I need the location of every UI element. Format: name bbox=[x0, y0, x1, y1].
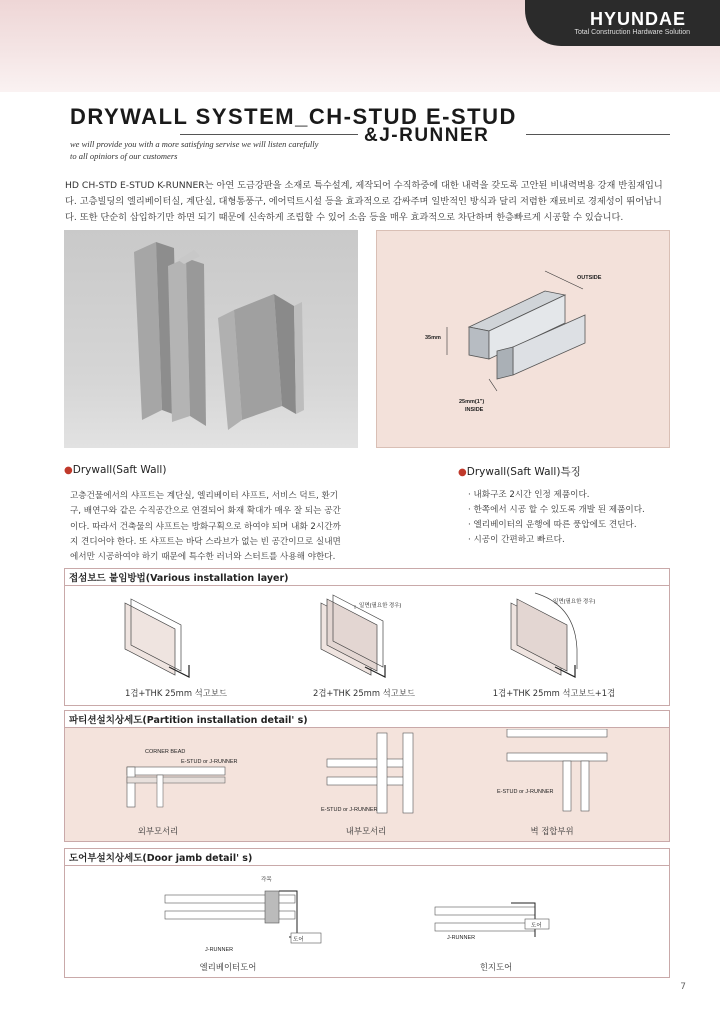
estud-label-3: E-STUD or J-RUNNER bbox=[497, 789, 554, 795]
door-label-1: 도어 bbox=[293, 937, 304, 943]
page-title-line1: DRYWALL SYSTEM_CH-STUD E-STUD bbox=[70, 104, 517, 129]
estud-label-1: E-STUD or J-RUNNER bbox=[181, 759, 238, 765]
layer-diagrams bbox=[65, 589, 669, 689]
intro-paragraph: HD CH-STD E-STUD K-RUNNER는 아연 도금강판을 소재로 특수설계, 제작되어 수직하중에 대한 내력을 갖도록 고안된 비내력벽용 강재 반침재입니다. 고층빌딩의 엘리베이터실, 계단실, 대형통풍구, 에어덕트시설 등을 효과적으로 감싸주며 일반적인 방식과 달리 저렴한 재료비로 경제성이 뛰어납니다. 또한 단순히 삽입하기만 하면 되기 때문에 신속하게 조립할 수 있어 소음 등을 매우 효과적으로 차단하며 한층빠르게 시공할 수 있습니다. bbox=[65, 180, 663, 223]
layer-note-3: 일면(필요한 경우) bbox=[553, 599, 596, 605]
panel-title: 파티션설치상세도(Partition installation detail' s) bbox=[69, 715, 308, 726]
panel-door-jamb bbox=[64, 848, 670, 978]
panel-header bbox=[65, 849, 669, 866]
layer-diagram-1 bbox=[125, 599, 189, 677]
tagline bbox=[70, 138, 370, 162]
layer-note-2: 일면(필요한 경우) bbox=[359, 603, 402, 609]
door-diagrams bbox=[65, 867, 669, 963]
partition-caption: 내부모서리 bbox=[345, 826, 387, 836]
jrunner-label-1: J-RUNNER bbox=[205, 947, 234, 953]
section-left-text: 고층건물에서의 샤프트는 계단실, 엘리베이터 샤프트, 서비스 덕트, 환기구, 배연구와 같은 수직공간으로 연결되어 화재 확대가 매우 잘 되는 공간이다. 따라서 건축물의 샤프트는 방화구획으로 하여야 되며 내화 2시간까지 견디어야 한다. 또 샤프트는 바닥 스라브가 없는 빈 공간이므로 실내면에서만 시공하여야 하기 때문에 특수한 러너와 스터트를 사용해 야한다. bbox=[70, 491, 341, 563]
panel-title: 도어부설치상세도(Door jamb detail' s) bbox=[69, 853, 253, 864]
outside-label: OUTSIDE bbox=[577, 275, 602, 281]
stud-photo-illustration bbox=[64, 230, 358, 448]
partition-caption: 외부모서리 bbox=[137, 826, 179, 836]
feature-item: · 내화구조 2시간 인정 제품이다. bbox=[468, 490, 590, 500]
panel-partition-detail bbox=[64, 710, 670, 842]
feature-item: · 시공이 간편하고 빠르다. bbox=[468, 535, 565, 545]
door-label-2: 도어 bbox=[531, 923, 542, 929]
inside-label: INSIDE bbox=[465, 407, 484, 413]
elevator-door-detail bbox=[165, 875, 321, 953]
section-heading-left bbox=[64, 464, 166, 476]
tagline-line2: to all opiniors of our customers bbox=[70, 151, 178, 161]
title-rule-left bbox=[180, 134, 358, 135]
layer-diagram-3 bbox=[511, 593, 596, 677]
inside-dim-label: 25mm(1") bbox=[459, 399, 485, 405]
partition-wall-joint bbox=[497, 729, 607, 811]
title-rule-right bbox=[526, 134, 670, 135]
layer-diagram-2 bbox=[321, 595, 402, 677]
corner-bead-label: CORNER BEAD bbox=[145, 749, 186, 755]
page-title-line2: &J-RUNNER bbox=[364, 125, 490, 146]
logo-sub-text: Total Construction Hardware Solution bbox=[574, 29, 690, 36]
door-top-label: 각목 bbox=[261, 877, 272, 883]
bullet-icon: ● bbox=[458, 467, 467, 478]
layer-caption: 2겹+THK 25mm 석고보드 bbox=[313, 688, 415, 698]
stud-profile-diagram bbox=[376, 230, 670, 448]
layer-caption: 1겹+THK 25mm 석고보드+1겹 bbox=[492, 688, 616, 698]
section-heading-left-text: Drywall(Saft Wall) bbox=[72, 464, 167, 476]
feature-item: · 한쪽에서 시공 할 수 있도록 개발 된 제품이다. bbox=[468, 505, 645, 515]
partition-diagrams bbox=[65, 729, 669, 825]
partition-outer-corner bbox=[127, 749, 238, 807]
page-number: 7 bbox=[680, 982, 686, 992]
tagline-line1: we will provide you with a more satisfying servise we will listen carefully bbox=[70, 139, 319, 149]
height-label: 35mm bbox=[425, 335, 441, 341]
panel-title: 접섬보드 붙임방법(Various installation layer) bbox=[69, 573, 289, 584]
layer-caption: 1겹+THK 25mm 석고보드 bbox=[125, 688, 227, 698]
estud-label-2: E-STUD or J-RUNNER bbox=[321, 807, 378, 813]
jrunner-label-2: J-RUNNER bbox=[447, 935, 476, 941]
door-caption: 힌지도어 bbox=[479, 962, 513, 972]
panel-header bbox=[65, 711, 669, 728]
partition-caption: 벽 접합부위 bbox=[530, 826, 574, 836]
product-photo bbox=[64, 230, 358, 448]
section-heading-right-text: Drywall(Saft Wall)특징 bbox=[466, 466, 581, 478]
panel-installation-layer bbox=[64, 568, 670, 706]
logo-main-text: HYUNDAE bbox=[589, 9, 686, 29]
partition-inner-corner bbox=[321, 733, 413, 813]
door-caption: 엘리베이터도어 bbox=[199, 962, 257, 972]
section-heading-right bbox=[458, 464, 581, 479]
bullet-icon: ● bbox=[64, 465, 73, 476]
company-logo bbox=[525, 0, 720, 46]
feature-list bbox=[468, 488, 688, 548]
hinge-door-detail bbox=[435, 903, 549, 941]
panel-header bbox=[65, 569, 669, 586]
feature-item: · 엘리베이터의 운행에 따른 풍압에도 견딘다. bbox=[468, 520, 637, 530]
stud-profile-drawing bbox=[377, 231, 669, 447]
